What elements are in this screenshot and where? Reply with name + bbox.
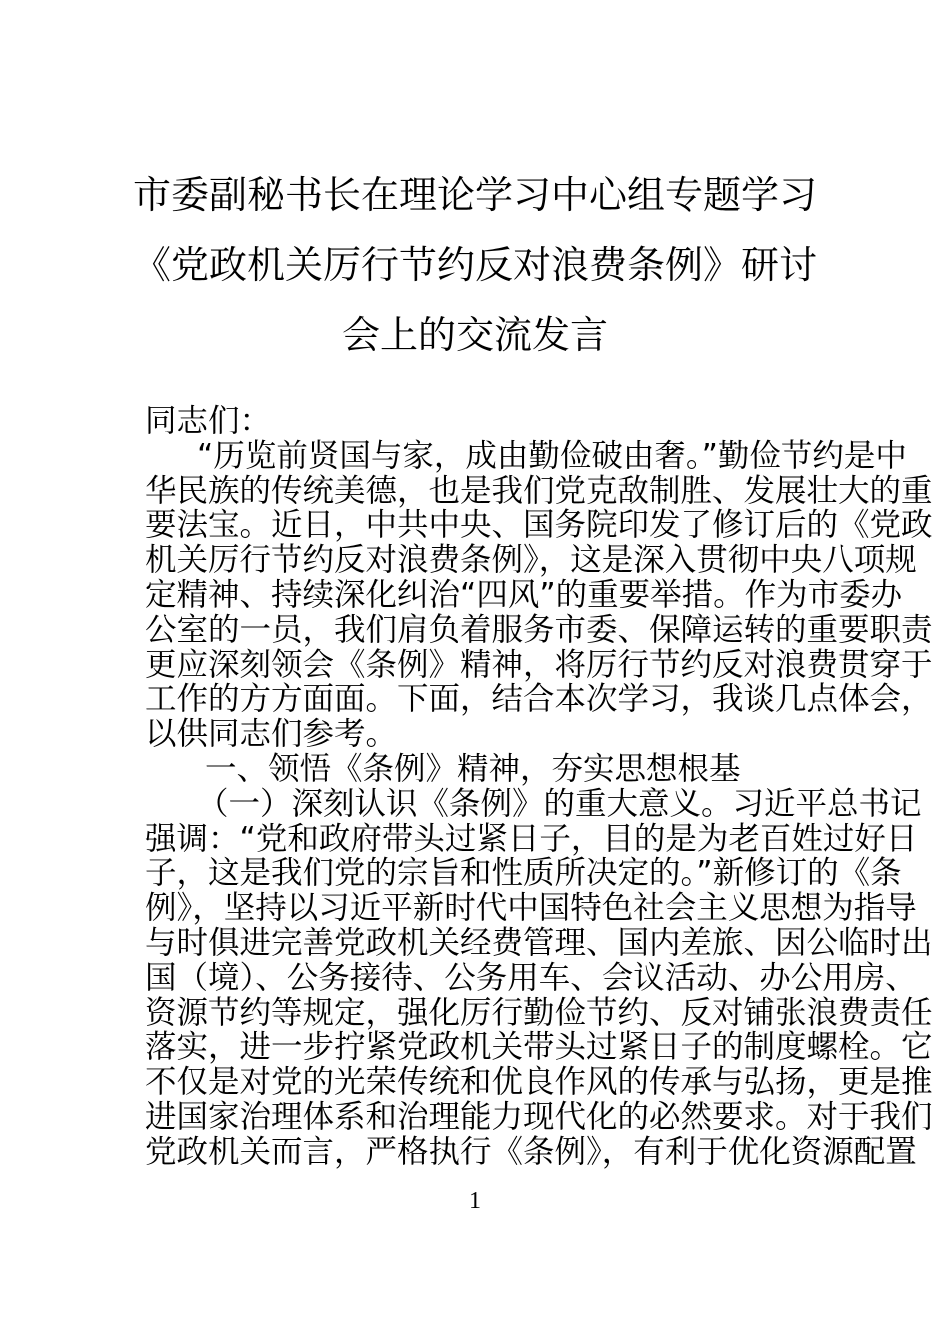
text-line: 华民族的传统美德，也是我们党克敌制胜、发展壮大的重 [145, 472, 933, 509]
text-line: 工作的方方面面。下面，结合本次学习，我谈几点体会， [145, 681, 933, 718]
title-line: 市委副秘书长在理论学习中心组专题学习 [132, 173, 817, 217]
text-line: 党政机关而言，严格执行《条例》，有利于优化资源配置 [145, 1133, 917, 1170]
title-line: 会上的交流发言 [341, 313, 608, 357]
text-line: 不仅是对党的光荣传统和优良作风的传承与弘扬，更是推 [145, 1064, 933, 1101]
text-line: 子，这是我们党的宗旨和性质所决定的。”新修订的《条 [145, 855, 902, 892]
text-line: 机关厉行节约反对浪费条例》，这是深入贯彻中央八项规 [145, 542, 917, 579]
text-line: 定精神、持续深化纠治“四风”的重要举措。作为市委办 [145, 576, 903, 613]
text-line: “历览前贤国与家，成由勤俭破由奢。”勤俭节约是中 [197, 437, 907, 474]
text-line: 与时俱进完善党政机关经费管理、国内差旅、因公临时出 [145, 924, 933, 961]
text-line: 更应深刻领会《条例》精神，将厉行节约反对浪费贯穿于 [145, 646, 933, 683]
text-line: 例》，坚持以习近平新时代中国特色社会主义思想为指导 [145, 890, 917, 927]
text-line: 以供同志们参考。 [145, 716, 398, 753]
text-line: 强调：“党和政府带头过紧日子，目的是为老百姓过好日 [145, 820, 918, 857]
text-line: 同志们： [145, 403, 272, 439]
text-line: 公室的一员，我们肩负着服务市委、保障运转的重要职责 [145, 611, 933, 648]
section-heading: 一、领悟《条例》精神，夯实思想根基 [205, 750, 741, 787]
text-line: 资源节约等规定，强化厉行勤俭节约、反对铺张浪费责任 [145, 994, 933, 1031]
text-line: 进国家治理体系和治理能力现代化的必然要求。对于我们 [145, 1098, 933, 1135]
document-body [145, 403, 933, 1170]
text-line: 要法宝。近日，中共中央、国务院印发了修订后的《党政 [145, 507, 933, 544]
text-line: 落实，进一步拧紧党政机关带头过紧日子的制度螺栓。它 [145, 1029, 933, 1066]
document-title [0, 160, 950, 370]
text-line: 国（境）、公务接待、公务用车、会议活动、办公用房、 [145, 959, 917, 996]
text-line: （一）深刻认识《条例》的重大意义。习近平总书记 [197, 785, 922, 822]
page-number: 1 [469, 1188, 481, 1214]
title-line: 《党政机关厉行节约反对浪费条例》研讨 [132, 243, 817, 287]
